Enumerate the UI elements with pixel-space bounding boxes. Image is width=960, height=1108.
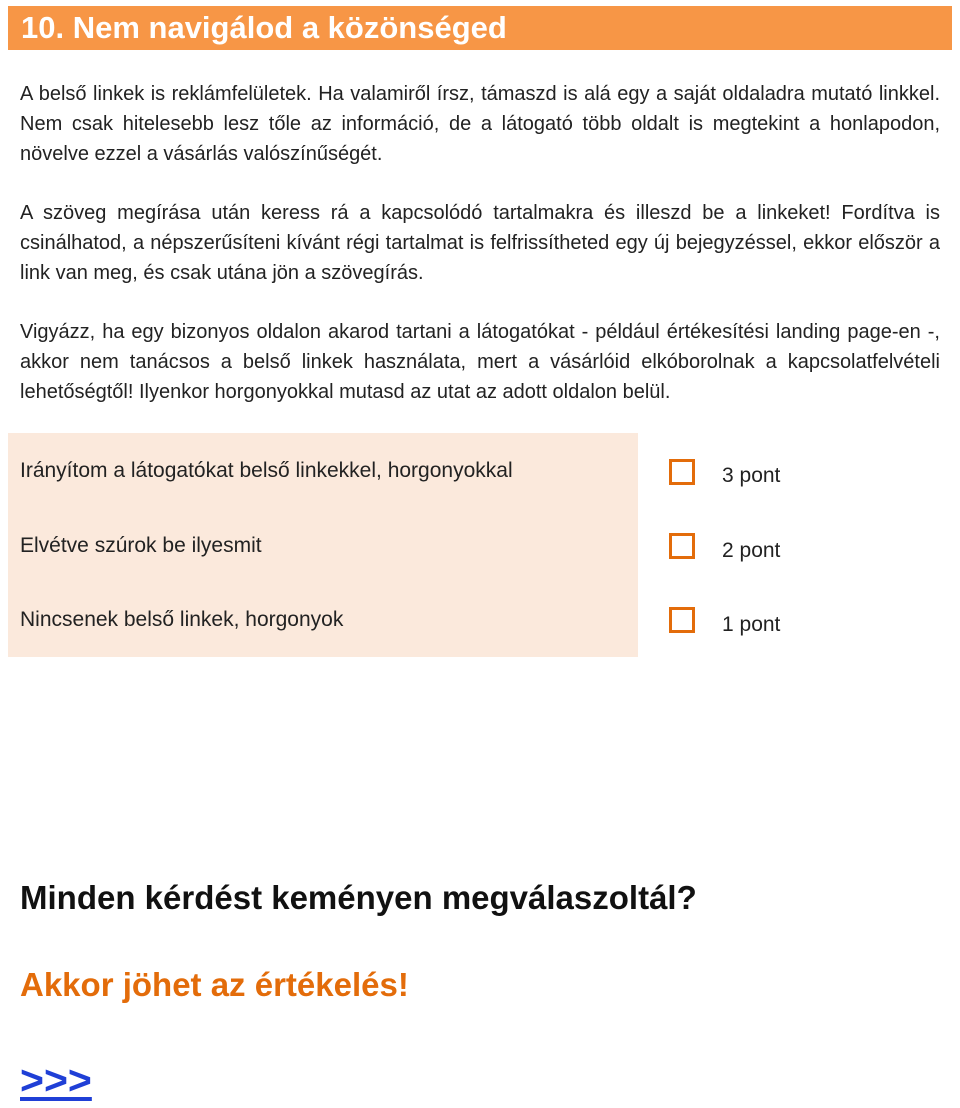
- option-label-3: Irányítom a látogatókat belső linkekkel, horgonyokkal: [20, 459, 513, 482]
- option-points-1: 1 pont: [722, 613, 781, 636]
- next-page-link[interactable]: >>>: [20, 1057, 92, 1103]
- option-checkbox-3[interactable]: [669, 459, 695, 485]
- paragraph-warning: Vigyázz, ha egy bizonyos oldalon akarod tartani a látogatókat - például értékesítési landing page-en -, akkor nem tanácsos a belső linkek használata, mert a vásárlóid elkóborolnak a kapcsolatfelvételi lehetőségtől! Ilyenkor horgonyokkal mutasd az utat az adott oldalon belül.: [20, 321, 940, 403]
- section-header: [8, 6, 952, 50]
- option-checkbox-2[interactable]: [669, 533, 695, 559]
- option-label-1: Nincsenek belső linkek, horgonyok: [20, 608, 344, 631]
- section-title: 10. Nem navigálod a közönséged: [21, 10, 507, 45]
- option-checkbox-1[interactable]: [669, 607, 695, 633]
- option-points-2: 2 pont: [722, 539, 781, 562]
- evaluation-cta: Akkor jöhet az értékelés!: [20, 966, 409, 1003]
- option-label-2: Elvétve szúrok be ilyesmit: [20, 534, 262, 557]
- option-points-3: 3 pont: [722, 464, 781, 487]
- paragraph-internal-links: A belső linkek is reklámfelületek. Ha valamiről írsz, támaszd is alá egy a saját oldaladra mutató linkkel. Nem csak hitelesebb lesz tőle az információ, de a látogató több oldalt is megtekint a honlapodon, növelve ezzel a vásárlás valószínűségét.: [20, 83, 940, 165]
- paragraph-how-to: A szöveg megírása után keress rá a kapcsolódó tartalmakra és illeszd be a linkeket! Fordítva is csinálhatod, a népszerűsíteni kívánt régi tartalmat is felfrissítheted egy új bejegyzéssel, ekkor először a link van meg, és csak utána jön a szövegírás.: [20, 202, 940, 284]
- closing-question: Minden kérdést keményen megválaszoltál?: [20, 879, 697, 916]
